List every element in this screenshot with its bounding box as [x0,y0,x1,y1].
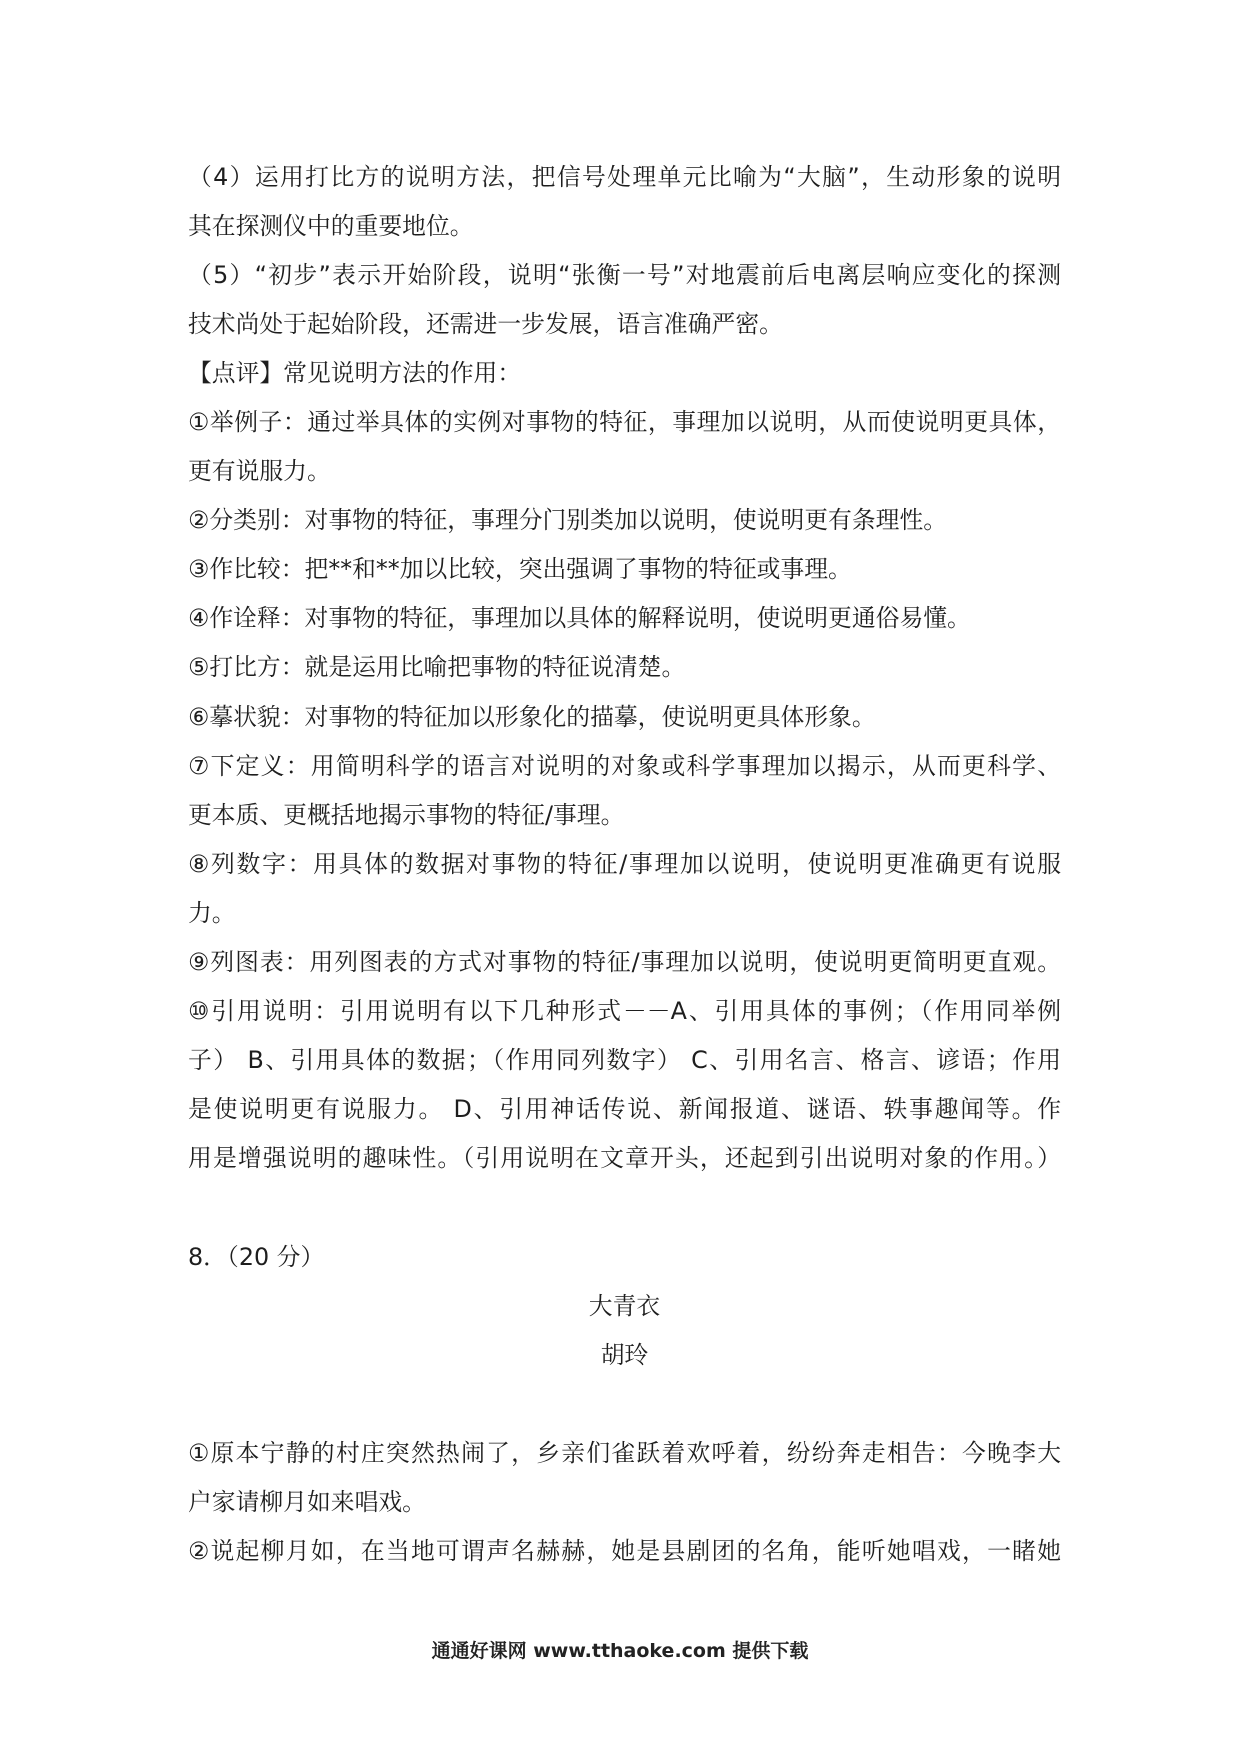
paragraph-line: ②说起柳月如，在当地可谓声名赫赫，她是县剧团的名角，能听她唱戏，一睹她 [188,1537,1061,1566]
paragraph-line: ①原本宁静的村庄突然热闹了，乡亲们雀跃着欢呼着，纷纷奔走相告：今晚李大 [188,1438,1061,1467]
method-numbers [188,840,1061,938]
paragraph-1 [188,1429,1061,1527]
method-line: 更本质、更概括地揭示事物的特征/事理。 [188,800,625,829]
blank-line [188,1380,1061,1429]
method-definition [188,742,1061,840]
answer-line: （5）“初步”表示开始阶段，说明“张衡一号”对地震前后电离层响应变化的探测 [188,260,1061,289]
method-line: ②分类别：对事物的特征，事理分门别类加以说明，使说明更有条理性。 [188,506,948,535]
answer-point-5 [188,251,1061,349]
question-section [188,1233,1061,1577]
answer-point-4 [188,153,1061,251]
method-comparison [188,545,1061,594]
method-quotation [188,987,1061,1183]
blank-line [188,1183,1061,1232]
page-content [188,153,1061,1577]
footer-text: 通通好课网 www.tthaoke.com 提供下载 [431,1640,809,1662]
method-line: ⑦下定义：用简明科学的语言对说明的对象或科学事理加以揭示，从而更科学、 [188,751,1061,780]
question-number: 8．（20 分） [188,1242,325,1271]
method-charts [188,938,1061,987]
paragraph-line: 户家请柳月如来唱戏。 [188,1488,426,1517]
method-explanation [188,594,1061,643]
method-example [188,398,1061,496]
method-line: ①举例子：通过举具体的实例对事物的特征，事理加以说明，从而使说明更具体， [188,407,1061,436]
comment-heading: 【点评】常见说明方法的作用： [188,358,522,387]
comment-section [188,349,1061,1184]
method-line: 是使说明更有说服力。 D、引用神话传说、新闻报道、谜语、轶事趣闻等。作 [188,1095,1061,1124]
method-line: 子） B、引用具体的数据；（作用同列数字） C、引用名言、格言、谚语；作用 [188,1046,1061,1075]
method-line: ⑨列图表：用列图表的方式对事物的特征/事理加以说明，使说明更简明更直观。 [188,948,1061,976]
answer-line: （4）运用打比方的说明方法，把信号处理单元比喻为“大脑”，生动形象的说明 [188,162,1061,191]
passage-title: 大青衣 [588,1291,661,1320]
method-line: 用是增强说明的趣味性。（引用说明在文章开头，还起到引出说明对象的作用。） [188,1144,1061,1173]
method-analogy [188,643,1061,692]
method-line: ⑥摹状貌：对事物的特征加以形象化的描摹，使说明更具体形象。 [188,702,876,731]
method-line: ③作比较：把**和**加以比较，突出强调了事物的特征或事理。 [188,555,852,584]
method-line: 更有说服力。 [188,457,331,486]
answer-line: 其在探测仪中的重要地位。 [188,211,474,240]
method-line: 力。 [188,898,236,927]
answer-line: 技术尚处于起始阶段，还需进一步发展，语言准确严密。 [188,309,783,338]
paragraph-2 [188,1527,1061,1576]
method-line: ⑩引用说明：引用说明有以下几种形式－－A、引用具体的事例；（作用同举例 [188,997,1061,1026]
answer-section [188,153,1061,349]
method-description [188,693,1061,742]
method-line: ④作诠释：对事物的特征，事理加以具体的解释说明，使说明更通俗易懂。 [188,604,971,633]
method-classification [188,496,1061,545]
method-line: ⑤打比方：就是运用比喻把事物的特征说清楚。 [188,653,686,682]
method-line: ⑧列数字：用具体的数据对事物的特征/事理加以说明，使说明更准确更有说服 [188,849,1061,878]
passage-author: 胡玲 [600,1340,649,1369]
